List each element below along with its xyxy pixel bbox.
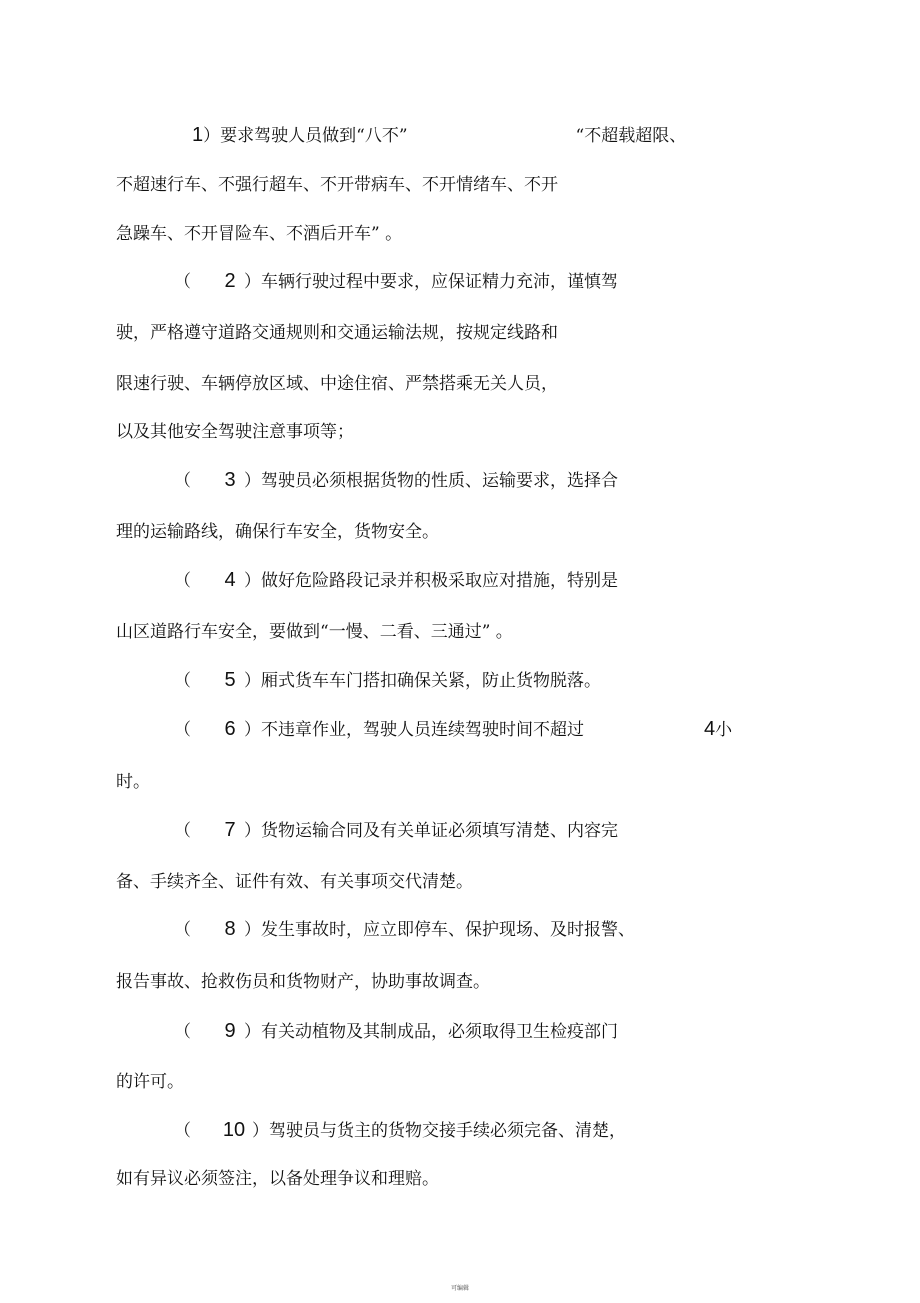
item-6-hours-number: 4	[704, 718, 716, 740]
item-8-line-1	[174, 918, 635, 941]
item-8-number: 8	[224, 918, 236, 940]
item-6-hours-unit: 小	[715, 720, 733, 740]
item-2-text-1: ）车辆行驶过程中要求，应保证精力充沛，谨慎驾	[244, 272, 618, 292]
item-7-number: 7	[224, 819, 236, 841]
item-2-line-1	[174, 270, 618, 293]
item-3-line-2: 理的运输路线，确保行车安全，货物安全。	[116, 522, 439, 542]
item-1-line-2: 不超速行车、不强行超车、不开带病车、不开情绪车、不开	[116, 175, 558, 195]
item-4-line-1	[174, 569, 618, 592]
item-9-number: 9	[224, 1020, 236, 1042]
item-2-line-4: 以及其他安全驾驶注意事项等；	[116, 422, 354, 442]
item-8-line-2: 报告事故、抢救伤员和货物财产，协助事故调查。	[116, 972, 490, 992]
item-5-text-1: ）厢式货车车门搭扣确保关紧，防止货物脱落。	[244, 671, 601, 691]
item-9-paren: （	[174, 1022, 191, 1042]
item-2-line-3: 限速行驶、车辆停放区域、中途住宿、严禁搭乘无关人员，	[116, 374, 558, 394]
item-1-number: 1	[192, 124, 204, 146]
item-4-text-1: ）做好危险路段记录并积极采取应对措施，特别是	[244, 571, 618, 591]
item-2-number: 2	[224, 270, 236, 292]
item-2-paren: （	[174, 272, 191, 292]
item-9-line-1	[174, 1020, 618, 1043]
item-7-line-1	[174, 819, 618, 842]
item-6-line-2: 时。	[116, 772, 150, 792]
item-4-line-2: 山区道路行车安全，要做到“一慢、二看、三通过” 。	[116, 622, 513, 642]
item-6-number: 6	[224, 718, 236, 740]
item-6-line-1	[174, 718, 732, 741]
item-10-line-1	[174, 1119, 626, 1142]
item-7-line-2: 备、手续齐全、证件有效、有关事项交代清楚。	[116, 872, 473, 892]
item-5-number: 5	[224, 669, 236, 691]
item-4-number: 4	[224, 569, 236, 591]
item-9-text-1: ）有关动植物及其制成品，必须取得卫生检疫部门	[244, 1022, 618, 1042]
item-6-text-1: ）不违章作业，驾驶人员连续驾驶时间不超过	[244, 720, 584, 740]
item-2-line-2: 驶，严格遵守道路交通规则和交通运输法规，按规定线路和	[116, 323, 558, 343]
footer-label: 可编辑	[450, 1285, 469, 1292]
item-7-text-1: ）货物运输合同及有关单证必须填写清楚、内容完	[244, 821, 618, 841]
item-10-number: 10	[222, 1119, 246, 1141]
item-4-paren: （	[174, 571, 191, 591]
item-10-text-1: ）驾驶员与货主的货物交接手续必须完备、清楚，	[252, 1121, 626, 1141]
item-10-line-2: 如有异议必须签注，以备处理争议和理赔。	[116, 1169, 439, 1189]
item-3-text-1: ）驾驶员必须根据货物的性质、运输要求，选择合	[244, 471, 618, 491]
item-5-paren: （	[174, 671, 191, 691]
item-3-line-1	[174, 469, 618, 492]
item-1-line-3: 急躁车、不开冒险车、不酒后开车” 。	[116, 224, 403, 244]
item-1-line-1	[192, 124, 686, 147]
item-1-text-1: ）要求驾驶人员做到“八不”	[203, 126, 408, 146]
item-6-paren: （	[174, 720, 191, 740]
item-8-paren: （	[174, 920, 191, 940]
item-7-paren: （	[174, 821, 191, 841]
item-1-quote-start: “不超载超限、	[575, 126, 687, 146]
item-3-number: 3	[224, 469, 236, 491]
item-9-line-2: 的许可。	[116, 1072, 184, 1092]
item-3-paren: （	[174, 471, 191, 491]
item-5-line-1	[174, 669, 601, 692]
item-10-paren: （	[174, 1121, 191, 1141]
item-8-text-1: ）发生事故时，应立即停车、保护现场、及时报警、	[244, 920, 635, 940]
